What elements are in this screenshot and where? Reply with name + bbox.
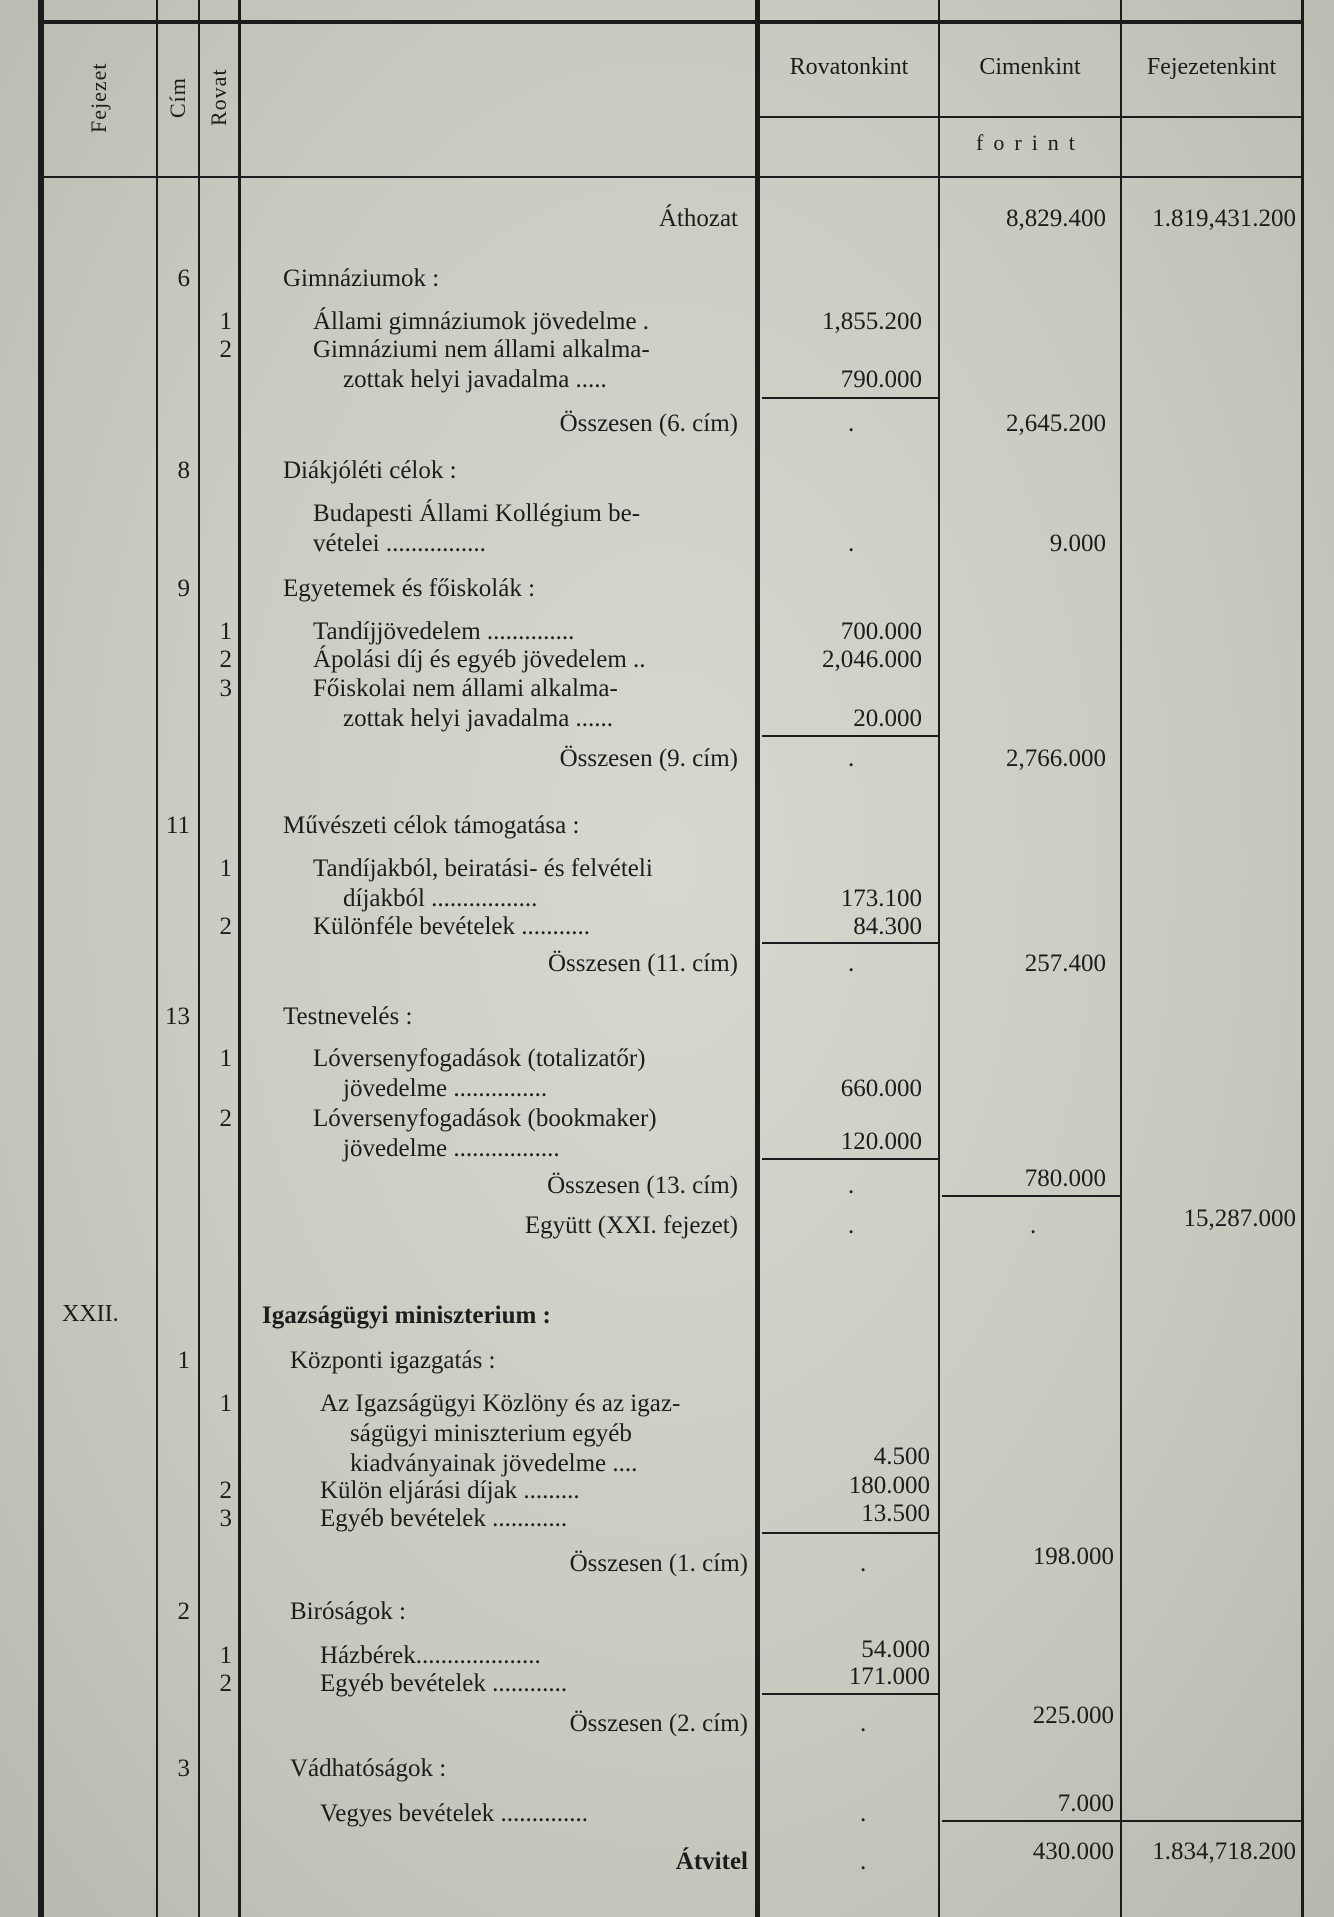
item-label: Tandíjjövedelem .............. xyxy=(313,618,575,645)
item-label: vételei ................ xyxy=(313,530,486,557)
subtotal-label: Összesen (1. cím) xyxy=(569,1550,748,1577)
section-title: Diákjóléti célok : xyxy=(283,457,457,484)
rovat-number: 2 xyxy=(219,1670,232,1697)
subtotal-label: Összesen (11. cím) xyxy=(548,950,738,977)
chapter-title: Igazságügyi miniszterium : xyxy=(262,1302,551,1329)
item-label: ságügyi miniszterium egyéb xyxy=(350,1420,632,1447)
subtotal-label: Összesen (2. cím) xyxy=(569,1710,748,1737)
rovat-number: 2 xyxy=(219,913,232,940)
rovatonkint-value: 700.000 xyxy=(840,618,922,645)
rovatonkint-value: 4.500 xyxy=(873,1443,930,1470)
rovat-number: 2 xyxy=(219,1477,232,1504)
header-cim: Cím xyxy=(165,77,190,118)
item-label: zottak helyi javadalma ...... xyxy=(343,705,614,732)
cim-number: 1 xyxy=(177,1347,190,1374)
header-fejezet: Fejezet xyxy=(86,62,111,133)
cim-number: 2 xyxy=(177,1598,190,1625)
rovatonkint-value: 2,046.000 xyxy=(822,646,922,673)
item-label: Egyéb bevételek ............ xyxy=(320,1670,568,1697)
rovatonkint-value: 790.000 xyxy=(840,366,922,393)
rovat-number: 1 xyxy=(219,1390,232,1417)
header-rovat: Rovat xyxy=(206,68,231,127)
item-label: Házbérek.................... xyxy=(320,1642,541,1669)
section-title: Testnevelés : xyxy=(283,1003,413,1030)
item-label: Állami gimnáziumok jövedelme . xyxy=(313,308,650,335)
item-label: Külön eljárási díjak ......... xyxy=(320,1477,580,1504)
section-title: Központi igazgatás : xyxy=(290,1347,496,1374)
rovat-number: 3 xyxy=(219,1505,232,1532)
item-label: kiadványainak jövedelme .... xyxy=(350,1450,638,1477)
cimenkint-value: 257.400 xyxy=(1024,950,1106,977)
item-label: Főiskolai nem állami alkalma- xyxy=(313,675,618,702)
item-label: Lóversenyfogadások (bookmaker) xyxy=(313,1105,657,1132)
item-label: Budapesti Állami Kollégium be- xyxy=(313,500,641,527)
item-label: Ápolási díj és egyéb jövedelem .. xyxy=(313,646,646,673)
chapter-total-label: Együtt (XXI. fejezet) xyxy=(524,1212,738,1239)
subtotal-label: Összesen (9. cím) xyxy=(559,745,738,772)
rovat-number: 1 xyxy=(219,1642,232,1669)
item-label: Az Igazságügyi Közlöny és az igaz- xyxy=(320,1390,681,1417)
fejezetenkint-value: 15,287.000 xyxy=(1183,1205,1296,1232)
cim-number: 9 xyxy=(177,575,190,602)
unit-label: forint xyxy=(976,130,1085,155)
item-label: Vegyes bevételek .............. xyxy=(320,1800,588,1827)
cim-number: 11 xyxy=(165,812,190,839)
cimenkint-value: 780.000 xyxy=(1024,1165,1106,1192)
section-title: Gimnáziumok : xyxy=(283,265,440,292)
rovatonkint-value: 660.000 xyxy=(840,1075,922,1102)
rovat-number: 1 xyxy=(219,855,232,882)
item-label: jövedelme ............... xyxy=(343,1075,548,1102)
section-title: Vádhatóságok : xyxy=(290,1755,447,1782)
rovatonkint-value: 13.500 xyxy=(861,1500,930,1527)
rovatonkint-value: 1,855.200 xyxy=(822,308,922,335)
item-label: jövedelme ................. xyxy=(343,1135,560,1162)
rovat-number: 1 xyxy=(219,1045,232,1072)
cimenkint-value: 9.000 xyxy=(1049,530,1106,557)
section-title: Egyetemek és főiskolák : xyxy=(283,575,536,602)
rovatonkint-value: 173.100 xyxy=(840,885,922,912)
header-fejezetenkint: Fejezetenkint xyxy=(1146,54,1277,80)
subtotal-label: Összesen (13. cím) xyxy=(547,1172,738,1199)
item-label: Lóversenyfogadások (totalizatőr) xyxy=(313,1045,646,1072)
item-label: díjakból ................. xyxy=(343,885,538,912)
cimenkint-value: 8,829.400 xyxy=(1006,205,1106,232)
rovatonkint-value: 54.000 xyxy=(861,1636,930,1663)
cimenkint-value: 2,645.200 xyxy=(1006,410,1106,437)
carry-forward-label: Átvitel xyxy=(675,1848,748,1875)
rovatonkint-value: 20.000 xyxy=(853,705,922,732)
header-rovatonkint: Rovatonkint xyxy=(789,54,909,80)
item-label: Egyéb bevételek ............ xyxy=(320,1505,568,1532)
cim-number: 8 xyxy=(177,457,190,484)
rovatonkint-value: 171.000 xyxy=(848,1663,930,1690)
cimenkint-value: 7.000 xyxy=(1057,1790,1114,1817)
cimenkint-value: 225.000 xyxy=(1032,1702,1114,1729)
rovat-number: 3 xyxy=(219,675,232,702)
item-label: zottak helyi javadalma ..... xyxy=(343,366,607,393)
rovat-number: 2 xyxy=(219,336,232,363)
fejezet-number: XXII. xyxy=(62,1301,119,1327)
cimenkint-value: 198.000 xyxy=(1032,1543,1114,1570)
section-title: Biróságok : xyxy=(290,1598,406,1625)
budget-page: Fejezet Cím Rovat Rovatonkint Cimenkint Fejezetenkint forint Áthozat 8,829.400 1.819,431.200 6 Gimnáziumok : 1 Állami gimnáziumok jövedelme . 1,855.200 2 Gimnáziumi nem állami alkalma- zottak helyi javadalma ..... 790.000 Összesen (6. cím) 2,645.200 8 Diákjóléti célok : Budapesti Állami Kollégium be- vételei ................ 9.000 9 Egyetemek és főiskolák : 1 Tandíjjövedelem .............. 700.000 2 Ápolási díj és egyéb jövedelem .. 2,046.000 3 Főiskolai nem állami alkalma- zottak helyi javadalma ...... 20.000 Összesen (9. cím) 2,766.000 11 Művészeti célok támogatása : 1 Tandíjakból, beiratási- és felvételi díjakból ................. 173.100 2 Különféle bevételek ........... 84.300 Összesen (11. cím) 257.400 13 Testnevelés : 1 Lóversenyfogadások (totalizatőr) jövedelme ............... 660.000 2 Lóversenyfogadások (bookmaker) jövedelme ................. 120.000 Összesen (13. cím) 780.000 Együtt (XXI. fejezet) 15,287.000 XXII. Igazságügyi miniszterium : 1 Központi igazgatás : 1 Az Igazságügyi Közlöny és az igaz- ságügyi miniszterium egyéb kiadványainak jövedelme .... 4.500 2 Külön eljárási díjak ......... 180.000 3 Egyéb bevételek ............ 13.500 Összesen (1. cím) 198.000 2 Biróságok : 1 Házbérek.................... 54.000 2 Egyéb bevételek ............ 171.000 Összesen (2. cím) 225.000 3 Vádhatóságok : Vegyes bevételek .............. 7.000 Átvitel 430.000 1.834,718.200 . . . . . . . . . . . xyxy=(0,0,1334,1917)
item-label: Különféle bevételek ........... xyxy=(313,913,590,940)
row-label: Áthozat xyxy=(658,205,738,232)
subtotal-label: Összesen (6. cím) xyxy=(559,410,738,437)
rovatonkint-value: 180.000 xyxy=(848,1472,930,1499)
rovat-number: 2 xyxy=(219,1105,232,1132)
section-title: Művészeti célok támogatása : xyxy=(283,812,580,839)
rovat-number: 1 xyxy=(219,618,232,645)
rovatonkint-value: 84.300 xyxy=(853,913,922,940)
fejezetenkint-value: 1.819,431.200 xyxy=(1152,205,1296,232)
cim-number: 3 xyxy=(177,1755,190,1782)
item-label: Tandíjakból, beiratási- és felvételi xyxy=(313,855,653,882)
cim-number: 13 xyxy=(165,1003,190,1030)
fejezetenkint-value: 1.834,718.200 xyxy=(1152,1838,1296,1865)
cimenkint-value: 430.000 xyxy=(1032,1838,1114,1865)
item-label: Gimnáziumi nem állami alkalma- xyxy=(313,336,650,363)
rovat-number: 1 xyxy=(219,308,232,335)
cimenkint-value: 2,766.000 xyxy=(1006,745,1106,772)
cim-number: 6 xyxy=(177,265,190,292)
rovatonkint-value: 120.000 xyxy=(840,1128,922,1155)
rovat-number: 2 xyxy=(219,646,232,673)
header-cimenkint: Cimenkint xyxy=(979,54,1081,80)
